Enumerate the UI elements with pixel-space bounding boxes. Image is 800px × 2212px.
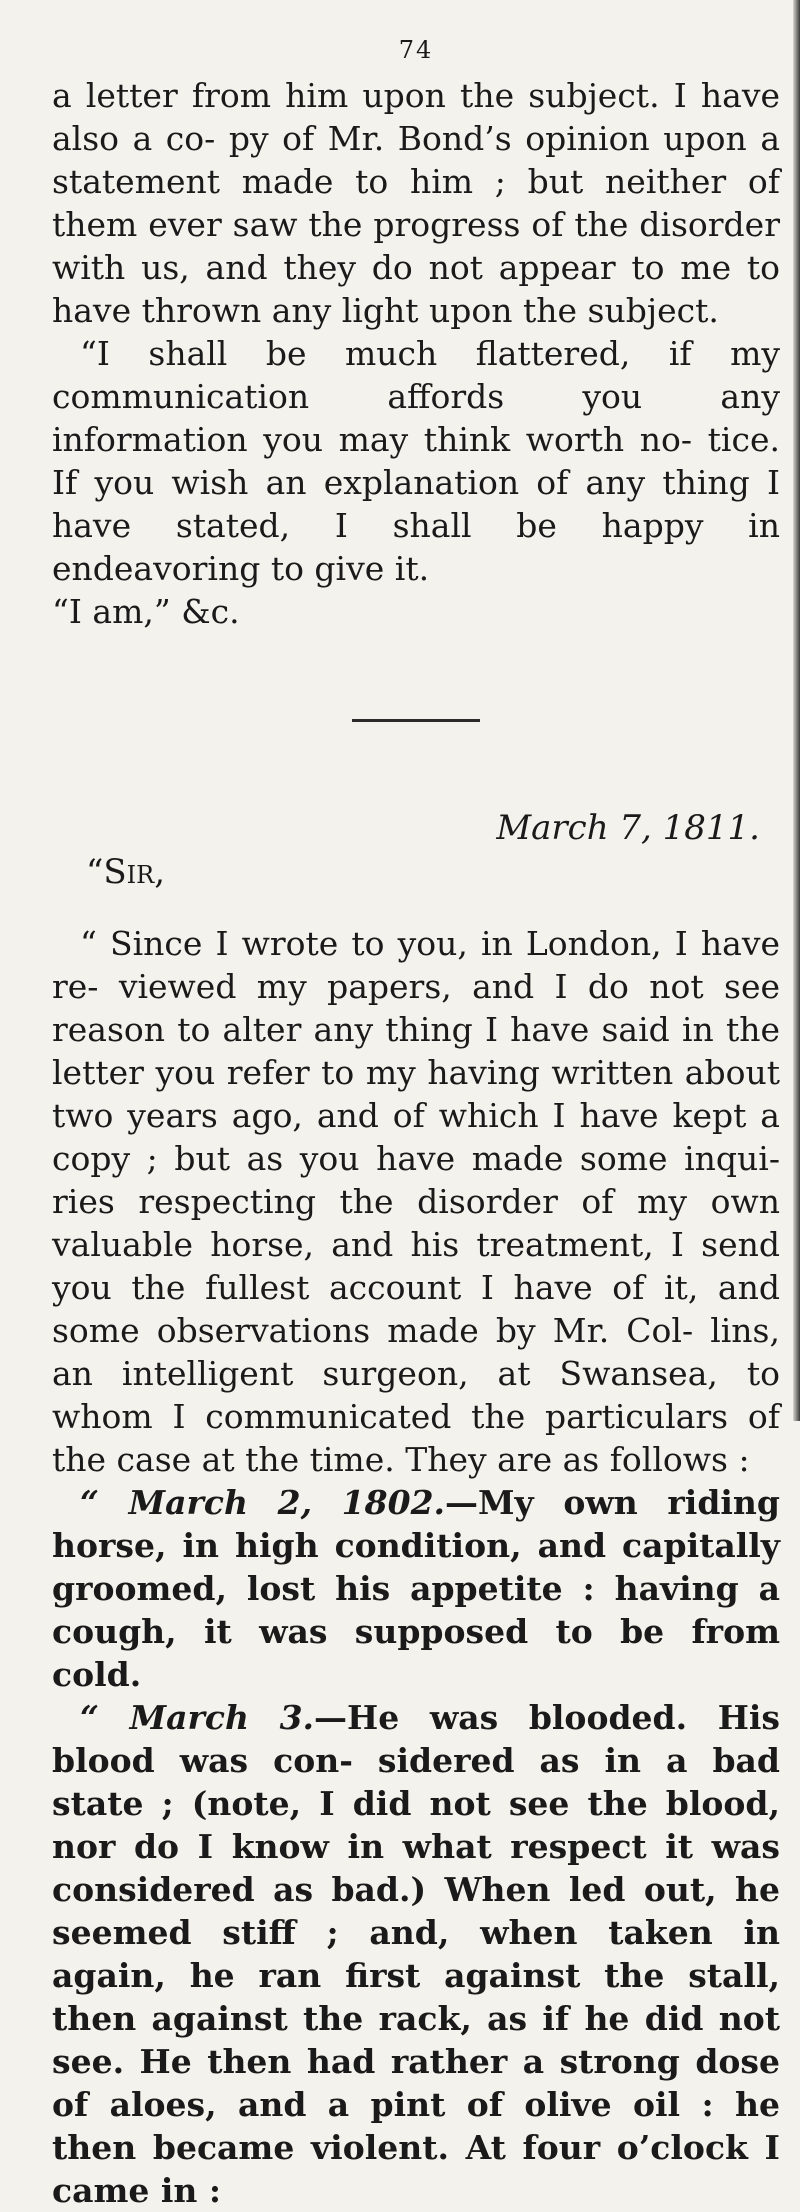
page-edge-shadow xyxy=(793,0,800,1421)
entry-text: —He was blooded. His blood was con- sidered as in a bad state ; (note, I did not see the blood, nor do I know in what respect it was considered as bad.) When led out, he seemed stiff ; and, when taken in again, he ran first against the stall, then against the rack, as if he did not see. He then had rather a strong dose of aloes, and a pint of olive oil : he then became violent. At four o’clock I came in : xyxy=(52,1698,780,2210)
section-divider xyxy=(352,719,480,722)
paragraph-communication: “I shall be much flattered, if my communication affords you any information you may think worth no- tice. If you wish an explanation of any thing I have stated, I shall be happy in endeavoring to give it. xyxy=(52,334,780,588)
entry-date: “ March 2, 1802. xyxy=(80,1483,446,1522)
paragraph-letter-body: “ Since I wrote to you, in London, I have re- viewed my papers, and I do not see reason to alter any thing I have said in the letter you refer to my having written about two years ago, and of which I have kept a copy ; but as you have made some inqui- ries respecting the disorder of my own valuable horse, and his treatment, I send you the fullest account I have of it, and some observations made by Mr. Col- lins, an intelligent surgeon, at Swansea, to whom I communicated the particulars of the case at the time. They are as follows : xyxy=(52,924,780,1479)
letter-dateline: March 7, 1811. xyxy=(496,808,760,848)
letter-signoff: “I am,” &c. xyxy=(52,592,240,631)
entry-march-2 xyxy=(52,1481,780,1696)
letter-salutation: “Sir, xyxy=(86,852,166,892)
paragraph-letter-reference: a letter from him upon the subject. I have also a co- py of Mr. Bond’s opinion upon a statement made to him ; but neither of them ever saw the progress of the disorder with us, and they do not appear to me to have thrown any light upon the subject. xyxy=(52,76,780,330)
entry-text: —My own riding horse, in high condition, and capitally groomed, lost his appetite : having a cough, it was supposed to be from cold. xyxy=(52,1483,780,1694)
entry-march-3 xyxy=(52,1696,780,2212)
page-number: 74 xyxy=(398,36,434,64)
entry-date: “ March 3. xyxy=(80,1698,315,1737)
